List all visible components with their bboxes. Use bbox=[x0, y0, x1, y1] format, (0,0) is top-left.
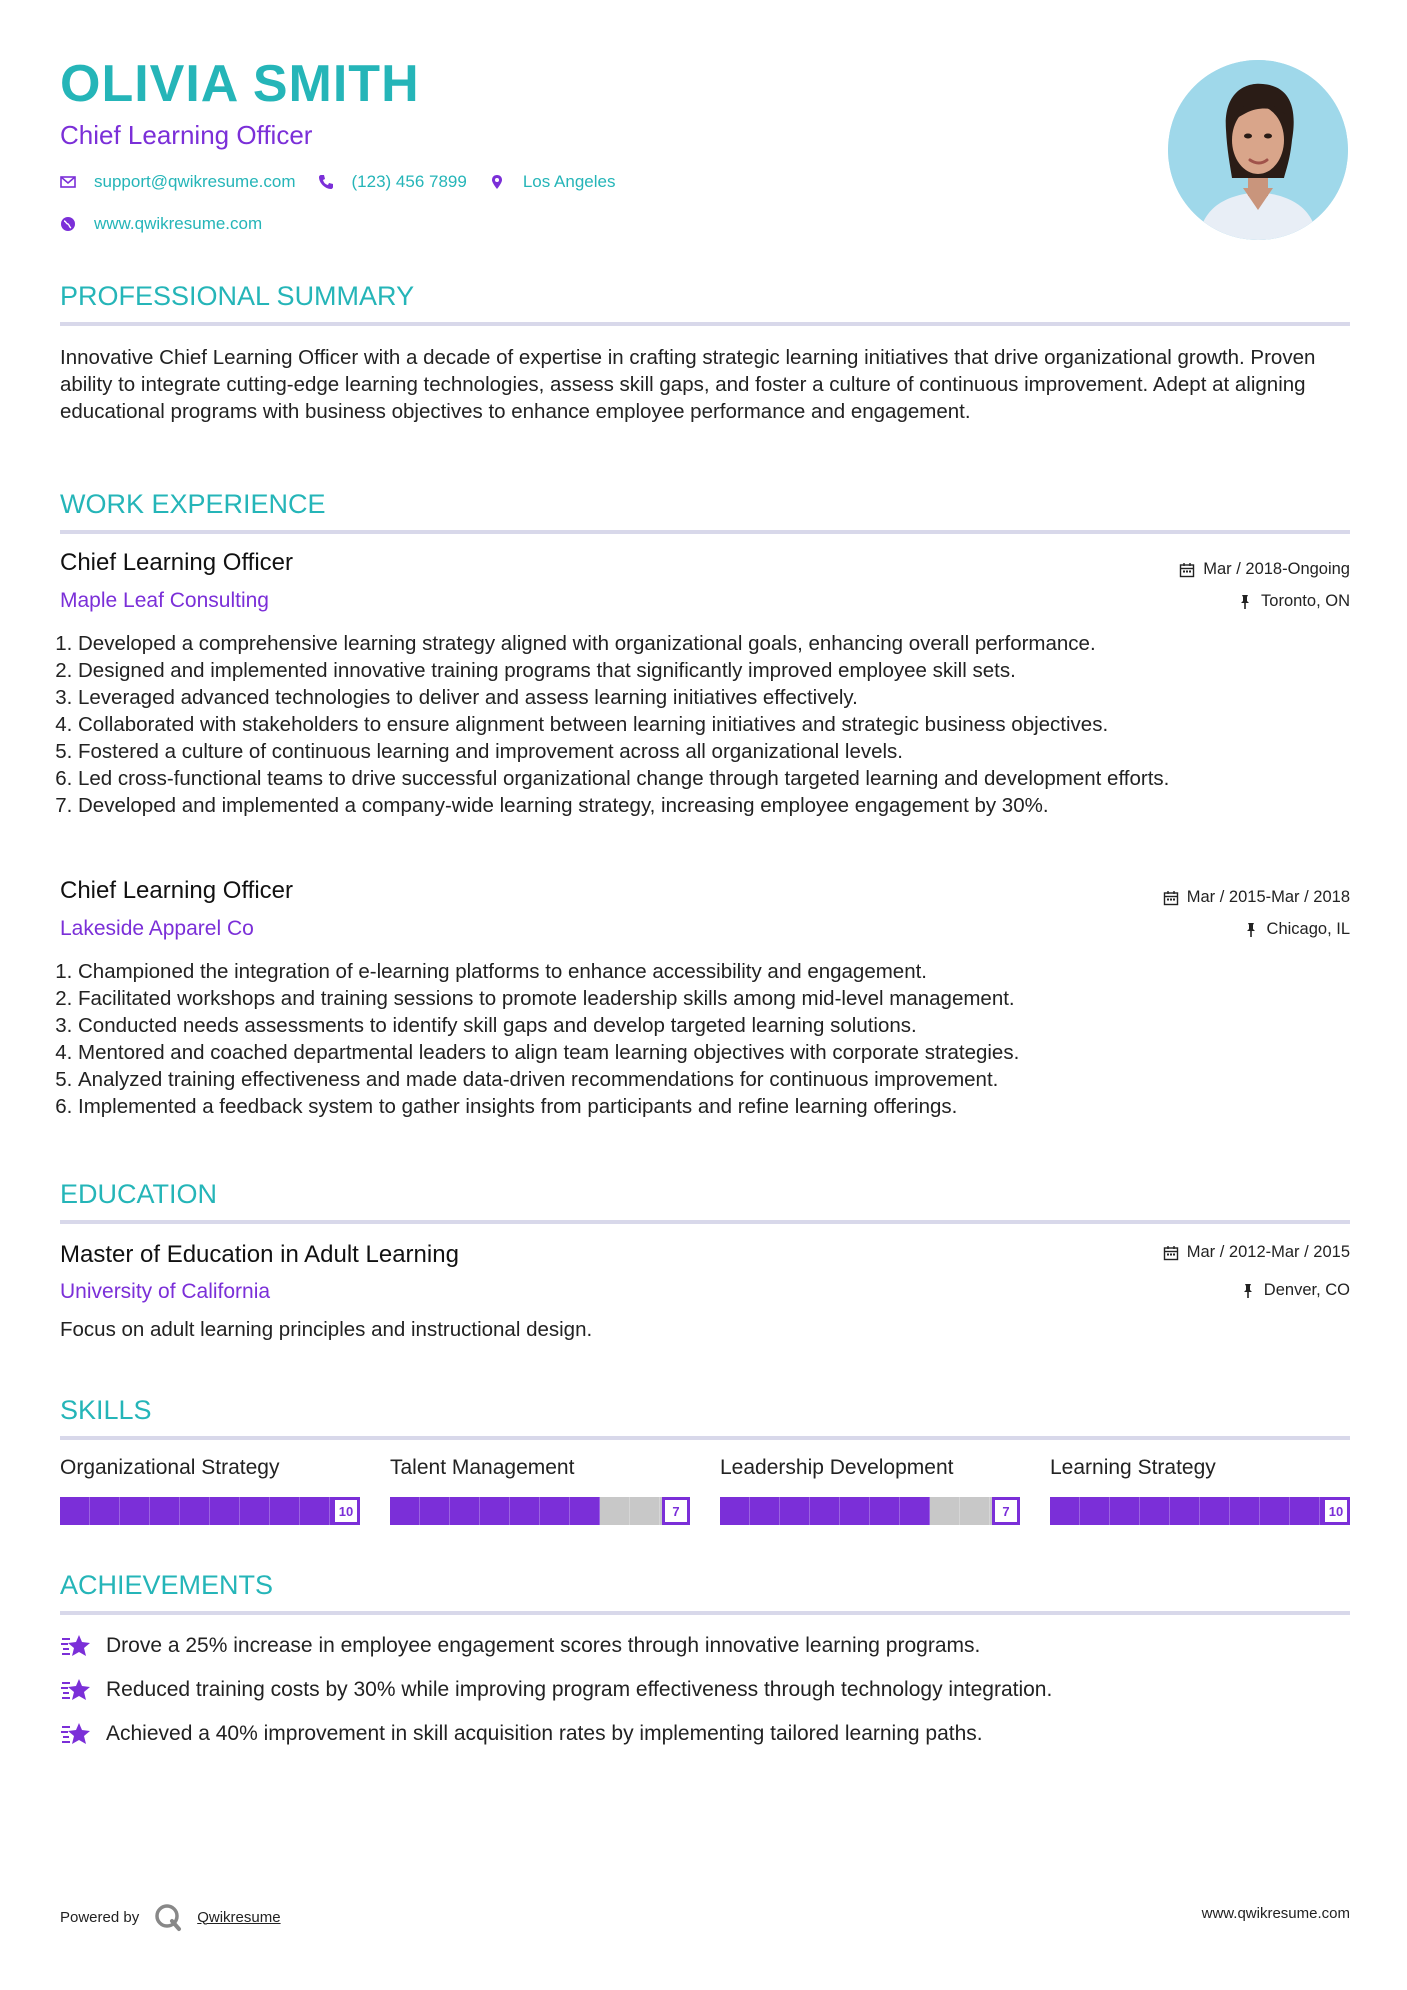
calendar-icon bbox=[1163, 1245, 1179, 1261]
skill-meter-segment bbox=[180, 1497, 210, 1525]
candidate-name: OLIVIA SMITH bbox=[60, 55, 420, 113]
skill-label: Talent Management bbox=[390, 1456, 575, 1479]
location-text: Los Angeles bbox=[522, 172, 616, 191]
portrait-illustration bbox=[1168, 60, 1348, 240]
email-contact[interactable] bbox=[60, 172, 296, 192]
profile-photo bbox=[1168, 60, 1348, 240]
list-item: 2. Designed and implemented innovative training programs that significantly improved employee skill sets. bbox=[78, 657, 1350, 684]
skill-meter-segment bbox=[240, 1497, 270, 1525]
list-item: 1. Developed a comprehensive learning strategy aligned with organizational goals, enhancing overall performance. bbox=[78, 630, 1350, 657]
education-location bbox=[1240, 1281, 1350, 1300]
pushpin-icon bbox=[1243, 922, 1259, 938]
skill-meter-segment bbox=[150, 1497, 180, 1525]
skill-level-badge: 7 bbox=[992, 1497, 1020, 1525]
skill-meter-segment bbox=[420, 1497, 450, 1525]
list-item: 6. Led cross-functional teams to drive successful organizational change through targeted learning and development efforts. bbox=[78, 765, 1350, 792]
list-item: 3. Conducted needs assessments to identify skill gaps and develop targeted learning solutions. bbox=[78, 1012, 1350, 1039]
skill-meter-segment bbox=[210, 1497, 240, 1525]
calendar-icon bbox=[1163, 890, 1179, 906]
summary-text: Innovative Chief Learning Officer with a decade of expertise in crafting strategic learning initiatives that drive organizational growth. Proven ability to integrate cutting-edge learning technologies, assess skill gaps, and foster a culture of continuous improvement. Adept at aligning educational programs with business objectives to enhance employee performance and engagement. bbox=[60, 346, 1316, 423]
skill-meter-segment bbox=[1140, 1497, 1170, 1525]
achievement-item bbox=[60, 1633, 980, 1659]
section-title-skills: SKILLS bbox=[60, 1395, 1350, 1440]
education-description: Focus on adult learning principles and instructional design. bbox=[60, 1318, 593, 1341]
achievement-text: Drove a 25% increase in employee engagement scores through innovative learning programs. bbox=[106, 1634, 981, 1657]
qwikresume-logo-icon bbox=[153, 1902, 183, 1932]
list-item: 6. Implemented a feedback system to gather insights from participants and refine learning offerings. bbox=[78, 1093, 1350, 1120]
star-icon bbox=[60, 1721, 92, 1747]
job-dates-2 bbox=[1163, 888, 1350, 907]
achievement-text: Achieved a 40% improvement in skill acquisition rates by implementing tailored learning paths. bbox=[106, 1722, 983, 1745]
skill-leadership-development bbox=[720, 1456, 1020, 1525]
contact-row-2 bbox=[60, 214, 284, 234]
skill-level-badge: 10 bbox=[332, 1497, 360, 1525]
achievement-text: Reduced training costs by 30% while improving program effectiveness through technology integration. bbox=[106, 1678, 1053, 1701]
job-company-1: Maple Leaf Consulting bbox=[60, 589, 269, 612]
skill-meter-segment bbox=[720, 1497, 750, 1525]
phone-icon bbox=[318, 174, 334, 190]
education-location-text: Denver, CO bbox=[1263, 1281, 1350, 1299]
skill-meter-segment bbox=[1260, 1497, 1290, 1525]
phone-contact[interactable] bbox=[318, 172, 467, 192]
skill-meter-segment bbox=[120, 1497, 150, 1525]
skill-meter-segment bbox=[1080, 1497, 1110, 1525]
list-item: 5. Analyzed training effectiveness and made data-driven recommendations for continuous improvement. bbox=[78, 1066, 1350, 1093]
achievement-item bbox=[60, 1721, 983, 1747]
degree-title: Master of Education in Adult Learning bbox=[60, 1241, 459, 1268]
footer-website[interactable]: www.qwikresume.com bbox=[1201, 1905, 1350, 1922]
job-location-1 bbox=[1237, 592, 1350, 611]
list-item: 5. Fostered a culture of continuous learning and improvement across all organizational levels. bbox=[78, 738, 1350, 765]
skill-meter-segment bbox=[540, 1497, 570, 1525]
education-dates bbox=[1163, 1243, 1350, 1262]
skill-meter-segment bbox=[1110, 1497, 1140, 1525]
skill-meter-segment bbox=[600, 1497, 630, 1525]
job-location-text-2: Chicago, IL bbox=[1266, 920, 1350, 938]
skill-meter-segment bbox=[960, 1497, 990, 1525]
list-item: 4. Collaborated with stakeholders to ensure alignment between learning initiatives and strategic business objectives. bbox=[78, 711, 1350, 738]
skill-meter-segment bbox=[840, 1497, 870, 1525]
job-bullets-2 bbox=[60, 958, 1350, 1120]
skill-meter-segment bbox=[270, 1497, 300, 1525]
skill-meter bbox=[1050, 1497, 1350, 1525]
section-title-experience: WORK EXPERIENCE bbox=[60, 489, 1350, 534]
skill-meter-segment bbox=[630, 1497, 660, 1525]
skill-meter-segment bbox=[510, 1497, 540, 1525]
school-name: University of California bbox=[60, 1280, 271, 1303]
skill-meter-segment bbox=[90, 1497, 120, 1525]
section-title-education: EDUCATION bbox=[60, 1179, 1350, 1224]
powered-by-label: Powered by bbox=[60, 1908, 140, 1926]
job-dates-text-2: Mar / 2015-Mar / 2018 bbox=[1186, 888, 1350, 906]
skill-meter-segment bbox=[930, 1497, 960, 1525]
skill-meter-segment bbox=[1290, 1497, 1320, 1525]
phone-text[interactable]: (123) 456 7899 bbox=[351, 172, 467, 191]
job-dates-text-1: Mar / 2018-Ongoing bbox=[1203, 560, 1350, 578]
skill-meter-segment bbox=[1170, 1497, 1200, 1525]
pushpin-icon bbox=[1237, 594, 1253, 610]
skill-meter-segment bbox=[480, 1497, 510, 1525]
job-location-text-1: Toronto, ON bbox=[1261, 592, 1350, 610]
skill-label: Leadership Development bbox=[720, 1456, 954, 1479]
globe-icon bbox=[60, 216, 76, 232]
achievement-item bbox=[60, 1677, 1052, 1703]
skill-meter-segment bbox=[870, 1497, 900, 1525]
skill-organizational-strategy bbox=[60, 1456, 360, 1525]
skill-talent-management bbox=[390, 1456, 690, 1525]
skill-level-badge: 10 bbox=[1322, 1497, 1350, 1525]
footer-powered-by bbox=[60, 1902, 281, 1932]
job-bullets-1 bbox=[60, 630, 1350, 819]
map-pin-icon bbox=[489, 174, 505, 190]
skill-label: Organizational Strategy bbox=[60, 1456, 280, 1479]
location-contact bbox=[489, 172, 616, 192]
candidate-role: Chief Learning Officer bbox=[60, 120, 313, 150]
website-text[interactable]: www.qwikresume.com bbox=[94, 214, 263, 233]
list-item: 4. Mentored and coached departmental leaders to align team learning objectives with corporate strategies. bbox=[78, 1039, 1350, 1066]
skill-level-badge: 7 bbox=[662, 1497, 690, 1525]
list-item: 2. Facilitated workshops and training sessions to promote leadership skills among mid-level management. bbox=[78, 985, 1350, 1012]
contact-row-1 bbox=[60, 172, 637, 192]
star-icon bbox=[60, 1677, 92, 1703]
skill-meter-segment bbox=[780, 1497, 810, 1525]
skill-meter-segment bbox=[750, 1497, 780, 1525]
skill-meter-segment bbox=[390, 1497, 420, 1525]
skill-meter-segment bbox=[810, 1497, 840, 1525]
education-dates-text: Mar / 2012-Mar / 2015 bbox=[1186, 1243, 1350, 1261]
skill-learning-strategy bbox=[1050, 1456, 1350, 1525]
job-title-2: Chief Learning Officer bbox=[60, 877, 294, 904]
job-dates-1 bbox=[1179, 560, 1350, 579]
skill-meter-segment bbox=[570, 1497, 600, 1525]
skill-meter-segment bbox=[900, 1497, 930, 1525]
job-company-2: Lakeside Apparel Co bbox=[60, 917, 254, 940]
email-text[interactable]: support@qwikresume.com bbox=[94, 172, 296, 191]
job-location-2 bbox=[1243, 920, 1350, 939]
envelope-icon bbox=[60, 174, 76, 190]
list-item: 1. Championed the integration of e-learning platforms to enhance accessibility and engagement. bbox=[78, 958, 1350, 985]
star-icon bbox=[60, 1633, 92, 1659]
skill-meter-segment bbox=[450, 1497, 480, 1525]
pushpin-icon bbox=[1240, 1283, 1256, 1299]
skill-meter bbox=[60, 1497, 360, 1525]
skill-label: Learning Strategy bbox=[1050, 1456, 1216, 1479]
brand-link[interactable]: Qwikresume bbox=[197, 1908, 281, 1926]
job-title-1: Chief Learning Officer bbox=[60, 549, 294, 576]
section-title-achievements: ACHIEVEMENTS bbox=[60, 1570, 1350, 1615]
skill-meter-segment bbox=[60, 1497, 90, 1525]
skill-meter-segment bbox=[300, 1497, 330, 1525]
calendar-icon bbox=[1179, 562, 1195, 578]
skill-meter-segment bbox=[1230, 1497, 1260, 1525]
list-item: 3. Leveraged advanced technologies to deliver and assess learning initiatives effectively. bbox=[78, 684, 1350, 711]
list-item: 7. Developed and implemented a company-wide learning strategy, increasing employee engagement by 30%. bbox=[78, 792, 1350, 819]
skill-meter bbox=[720, 1497, 1020, 1525]
skill-meter-segment bbox=[1050, 1497, 1080, 1525]
section-title-summary: PROFESSIONAL SUMMARY bbox=[60, 281, 1350, 326]
website-contact[interactable] bbox=[60, 214, 262, 234]
skill-meter bbox=[390, 1497, 690, 1525]
skill-meter-segment bbox=[1200, 1497, 1230, 1525]
